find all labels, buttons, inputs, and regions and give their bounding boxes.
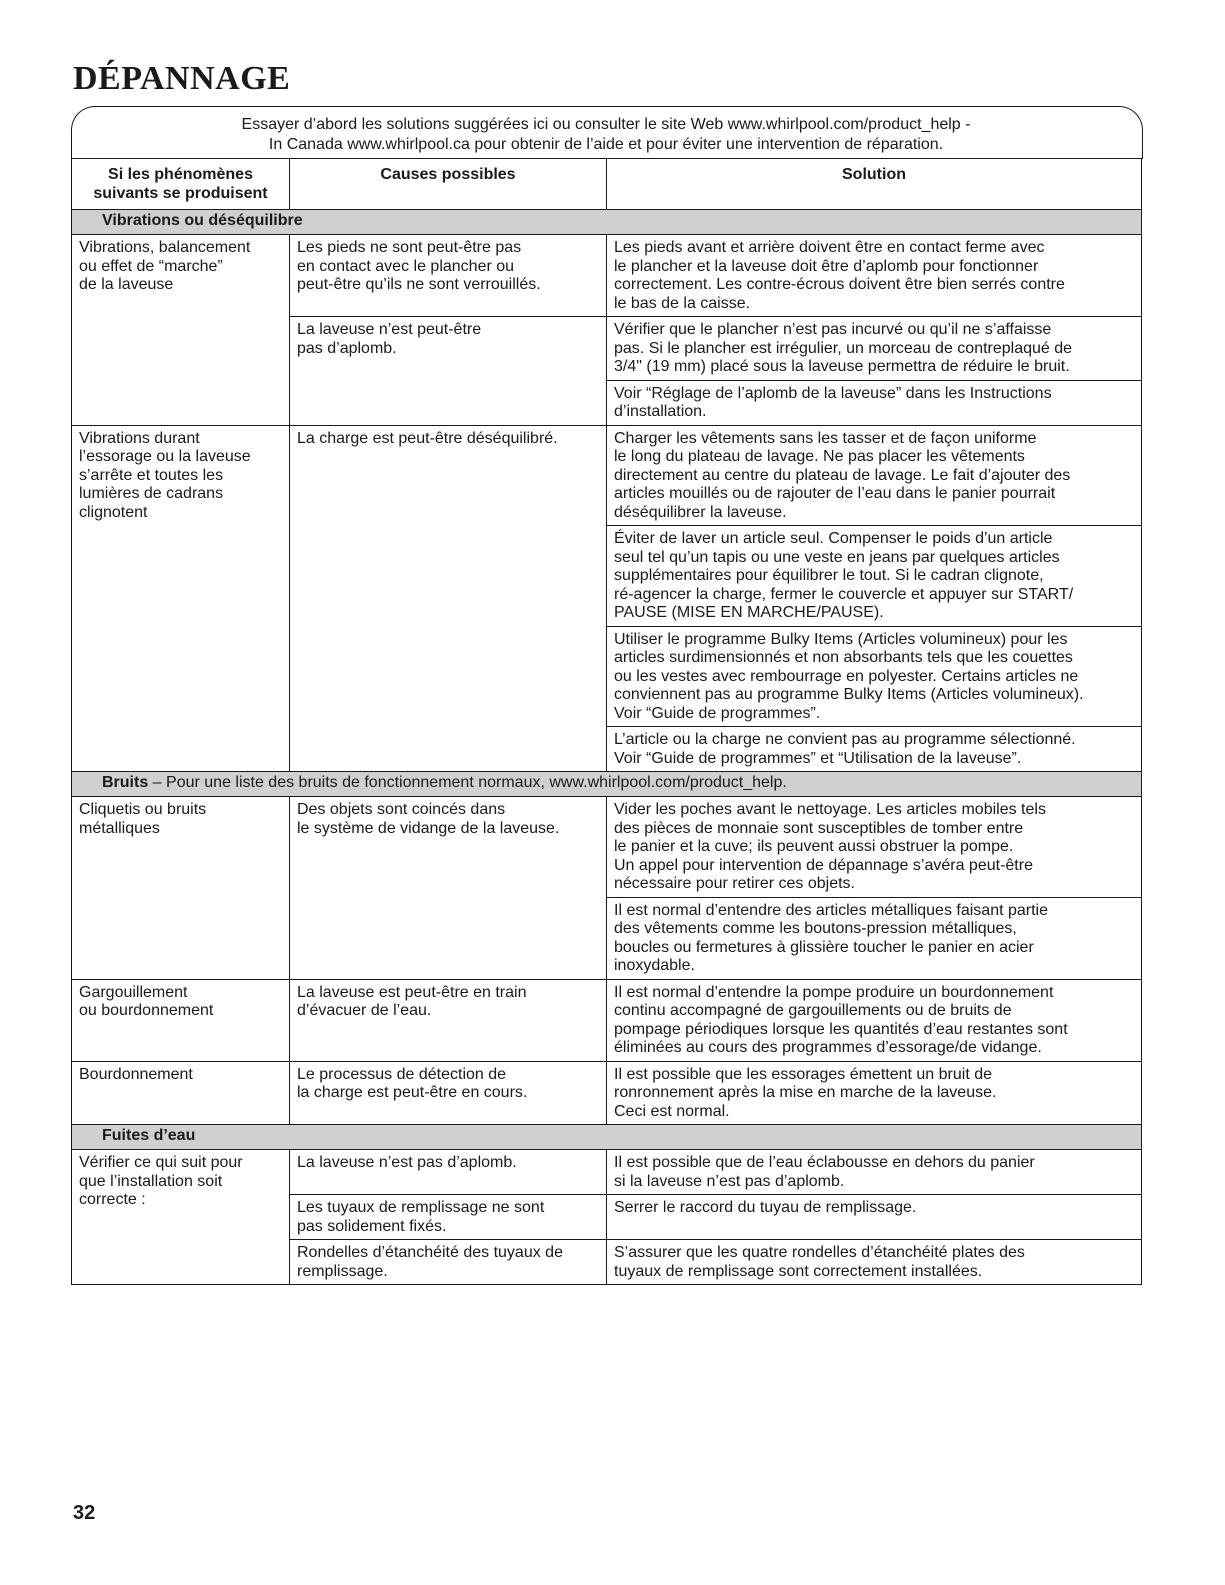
section-vibrations — [72, 210, 1142, 235]
table-header-row — [72, 159, 1142, 210]
cause-cell: La laveuse n’est peut-être pas d’aplomb. — [290, 317, 607, 426]
solution-cell: Il est possible que de l’eau éclabousse en dehors du panier si la laveuse n’est pas d’aplomb. — [607, 1150, 1142, 1195]
solution-cell: Éviter de laver un article seul. Compenser le poids d’un article seul tel qu’un tapis ou une veste en jeans par quelques articles supplémentaires pour équilibrer le tout. Si le cadran clignote, ré-agencer la charge, fermer le couvercle et appuyer sur START/ PAUSE (MISE EN MARCHE/PAUSE). — [607, 526, 1142, 627]
table-row — [72, 797, 1142, 898]
solution-cell: Voir “Réglage de l’aplomb de la laveuse” dans les Instructions d’installation. — [607, 380, 1142, 425]
cause-cell: Des objets sont coincés dans le système de vidange de la laveuse. — [290, 797, 607, 980]
header-cause: Causes possibles — [290, 159, 607, 210]
page-number: 32 — [73, 1502, 96, 1524]
solution-cell: Il est normal d’entendre des articles métalliques faisant partie des vêtements comme les boutons-pression métalliques, boucles ou fermetures à glissière toucher le panier en acier inoxydable. — [607, 897, 1142, 979]
symptom-cell: Vérifier ce qui suit pour que l’installation soit correcte : — [72, 1150, 290, 1285]
intro-line-2: In Canada www.whirlpool.ca pour obtenir de l’aide et pour éviter une intervention de réparation. — [268, 136, 944, 153]
table-row — [72, 979, 1142, 1061]
solution-cell: Vérifier que le plancher n’est pas incurvé ou qu’il ne s’affaisse pas. Si le plancher est irrégulier, un morceau de contreplaqué de 3/4" (19 mm) placé sous la laveuse permettra de réduire le bruit. — [607, 317, 1142, 381]
cause-cell: Les tuyaux de remplissage ne sont pas solidement fixés. — [290, 1195, 607, 1240]
cause-cell: Rondelles d’étanchéité des tuyaux de remplissage. — [290, 1240, 607, 1285]
solution-cell: S’assurer que les quatre rondelles d’étanchéité plates des tuyaux de remplissage sont correctement installées. — [607, 1240, 1142, 1285]
symptom-cell: Bourdonnement — [72, 1061, 290, 1125]
header-symptom: Si les phénomènes suivants se produisent — [72, 159, 290, 210]
solution-cell: Serrer le raccord du tuyau de remplissage. — [607, 1195, 1142, 1240]
section-noise — [72, 772, 1142, 797]
solution-cell: L’article ou la charge ne convient pas au programme sélectionné. Voir “Guide de programmes” et “Utilisation de la laveuse”. — [607, 727, 1142, 772]
section-label: Fuites d’eau — [102, 1127, 196, 1144]
intro-text — [71, 115, 1141, 155]
troubleshooting-table — [71, 158, 1142, 1285]
solution-cell: Utiliser le programme Bulky Items (Articles volumineux) pour les articles surdimensionnés et non absorbants tels que les couettes ou les vestes avec rembourrage en polyester. Certains articles ne conviennent pas au programme Bulky Items (Articles volumineux). Voir “Guide de programmes”. — [607, 626, 1142, 727]
symptom-cell: Cliquetis ou bruits métalliques — [72, 797, 290, 980]
symptom-cell: Gargouillement ou bourdonnement — [72, 979, 290, 1061]
section-label-bold: Bruits — [102, 774, 149, 791]
symptom-cell: Vibrations, balancement ou effet de “marche” de la laveuse — [72, 235, 290, 426]
solution-cell: Vider les poches avant le nettoyage. Les articles mobiles tels des pièces de monnaie sont susceptibles de tomber entre le panier et la cuve; ils peuvent aussi obstruer la pompe. Un appel pour intervention de dépannage s’avéra peut-être nécessaire pour retirer ces objets. — [607, 797, 1142, 898]
cause-cell: La laveuse est peut-être en train d’évacuer de l’eau. — [290, 979, 607, 1061]
table-row — [72, 1150, 1142, 1195]
section-label: Vibrations ou déséquilibre — [102, 212, 303, 229]
solution-cell: Les pieds avant et arrière doivent être en contact ferme avec le plancher et la laveuse doit être d’aplomb pour fonctionner correctement. Les contre-écrous doivent être bien serrés contre le bas de la caisse. — [607, 235, 1142, 317]
solution-cell: Charger les vêtements sans les tasser et de façon uniforme le long du plateau de lavage. Ne pas placer les vêtements directement au centre du plateau de lavage. Le fait d’ajouter des articles mouillés ou de rajouter de l’eau dans le panier pourrait déséquilibrer la laveuse. — [607, 425, 1142, 526]
cause-cell: La laveuse n’est pas d’aplomb. — [290, 1150, 607, 1195]
section-leaks — [72, 1125, 1142, 1150]
header-solution: Solution — [607, 159, 1142, 210]
cause-cell: Le processus de détection de la charge est peut-être en cours. — [290, 1061, 607, 1125]
solution-cell: Il est normal d’entendre la pompe produire un bourdonnement continu accompagné de gargouillements ou de bruits de pompage périodiques lorsque les quantités d’eau restantes sont éliminées au cours des programmes d’essorage/de vidange. — [607, 979, 1142, 1061]
table-row — [72, 425, 1142, 526]
table-row — [72, 235, 1142, 317]
intro-line-1: Essayer d’abord les solutions suggérées ici ou consulter le site Web www.whirlpool.com/product_help - — [241, 116, 971, 133]
symptom-cell: Vibrations durant l’essorage ou la laveuse s’arrête et toutes les lumières de cadrans clignotent — [72, 425, 290, 772]
section-label-rest: – Pour une liste des bruits de fonctionnement normaux, www.whirlpool.com/product_help. — [148, 774, 787, 791]
cause-cell: Les pieds ne sont peut-être pas en contact avec le plancher ou peut-être qu’ils ne sont verrouillés. — [290, 235, 607, 317]
page-title: DÉPANNAGE — [73, 60, 291, 97]
cause-cell: La charge est peut-être déséquilibré. — [290, 425, 607, 772]
solution-cell: Il est possible que les essorages émettent un bruit de ronronnement après la mise en marche de la laveuse. Ceci est normal. — [607, 1061, 1142, 1125]
table-row — [72, 1061, 1142, 1125]
